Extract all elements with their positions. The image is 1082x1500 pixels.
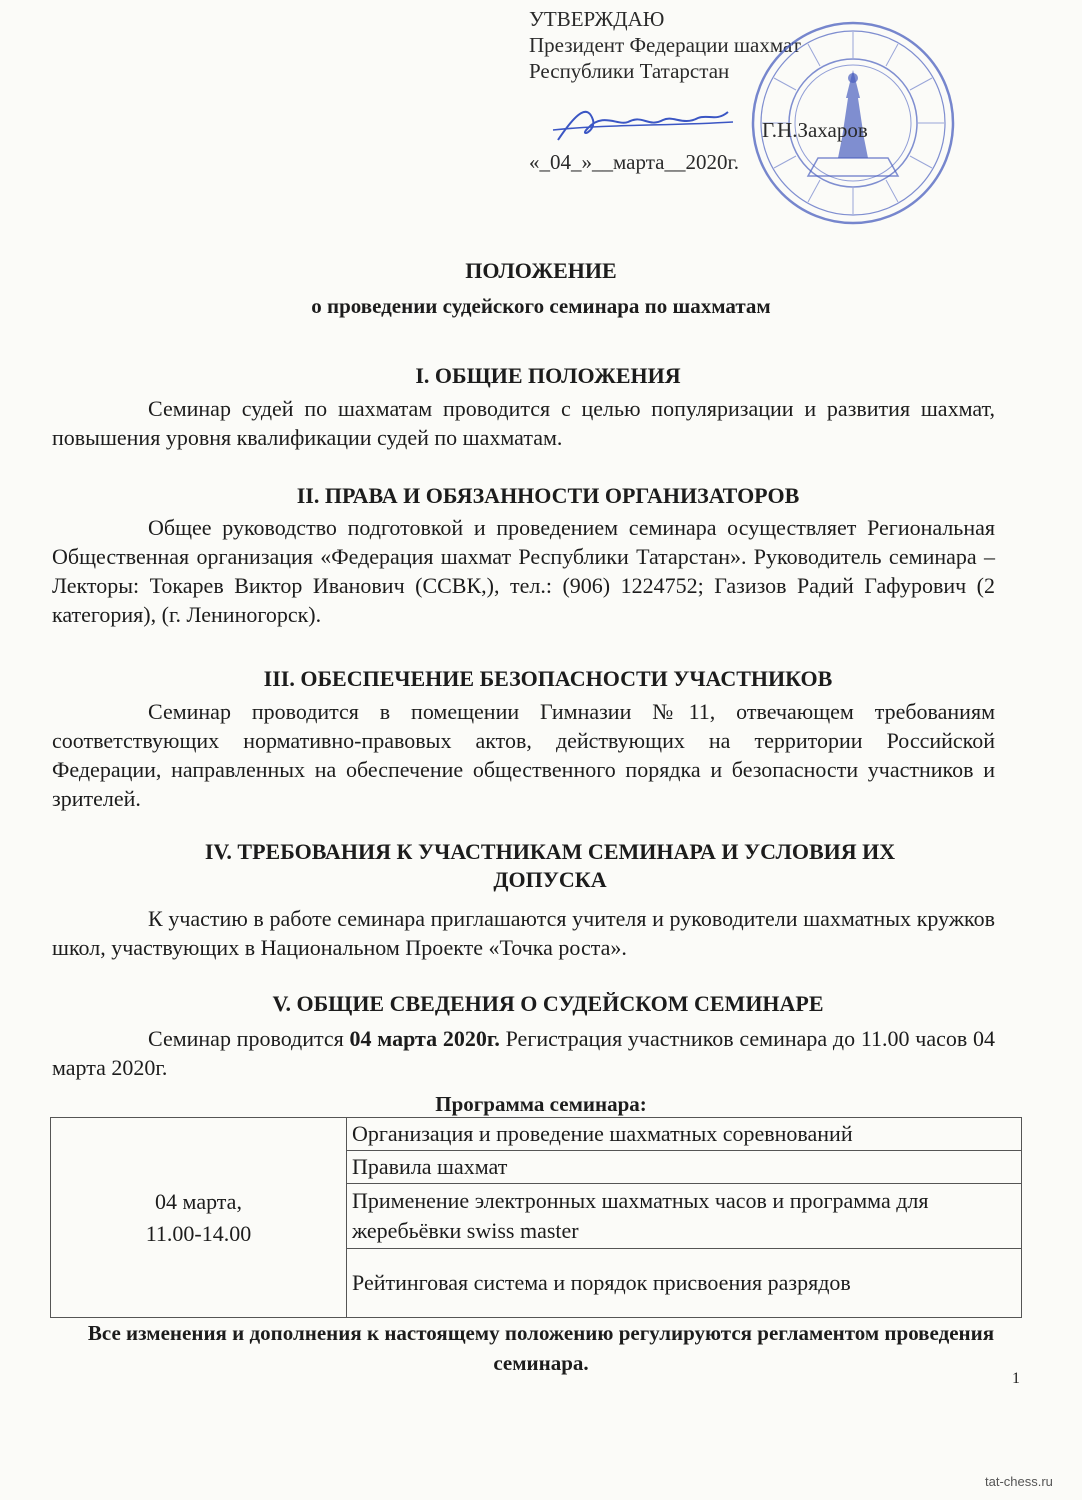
section-4-heading: IV. ТРЕБОВАНИЯ К УЧАСТНИКАМ СЕМИНАРА И УСЛОВИЯ ИХ ДОПУСКА (204, 839, 896, 892)
section-4-text: К участию в работе семинара приглашаются учителя и руководители шахматных кружков школ, участвующих в Национальном Проекте «Точка роста». (52, 906, 995, 960)
approval-position: Президент Федерации шахмат (529, 33, 801, 57)
signer-name: Г.Н.Захаров (762, 118, 868, 142)
program-date: 04 марта, (155, 1188, 242, 1214)
section-2-text: Общее руководство подготовкой и проведением семинара осуществляет Региональная Общественная организация «Федерация шахмат Республики Татарстан». Руководитель семинара – Лекторы: Токарев Виктор Иванович (ССВК,), тел.: (906) 1224752; Газизов Радий Гафурович (2 категория), (г. Лениногорск). (52, 515, 995, 627)
approval-organization: Республики Татарстан (529, 59, 730, 83)
section-2-heading: II. ПРАВА И ОБЯЗАННОСТИ ОРГАНИЗАТОРОВ (296, 483, 800, 508)
approval-date: «_04_»__марта__2020г. (529, 150, 739, 174)
section-3-text: Семинар проводится в помещении Гимназии №11, отвечающем требованиям соответствующих нормативно-правовых актов, действующих на территории Российской Федерации, направленных на обеспечение общественного порядка и безопасности участников и зрителей. (52, 699, 995, 811)
page-number: 1 (1012, 1370, 1020, 1387)
section-3-heading: III. ОБЕСПЕЧЕНИЕ БЕЗОПАСНОСТИ УЧАСТНИКОВ (263, 666, 833, 691)
document-subtitle: о проведении судейского семинара по шахматам (311, 294, 771, 318)
program-title: Программа семинара: (435, 1092, 647, 1116)
seminar-date: 04 марта 2020г. (349, 1026, 500, 1051)
program-date-cell (51, 1118, 347, 1318)
section-5-text-b: Регистрация участников семинара до 11.00 часов 04 марта 2020г. (52, 1026, 995, 1080)
program-table (50, 1117, 1022, 1318)
section-5-text (52, 1024, 995, 1082)
program-item: Рейтинговая система и порядок присвоения разрядов (347, 1249, 1022, 1318)
document-title: ПОЛОЖЕНИЕ (465, 258, 617, 283)
signature (548, 100, 738, 150)
program-time: 11.00-14.00 (145, 1220, 252, 1246)
approval-heading: УТВЕРЖДАЮ (529, 7, 665, 31)
section-5-text-a: Семинар проводится (148, 1026, 350, 1051)
watermark: tat-chess.ru (985, 1474, 1053, 1489)
table-row (51, 1118, 1022, 1151)
footer-note: Все изменения и дополнения к настоящему положению регулируются регламентом проведения семинара. (87, 1321, 995, 1375)
program-item: Применение электронных шахматных часов и программа для жеребьёвки swiss master (347, 1184, 1022, 1249)
section-5-heading: V. ОБЩИЕ СВЕДЕНИЯ О СУДЕЙСКОМ СЕМИНАРЕ (272, 991, 824, 1016)
section-1-heading: I. ОБЩИЕ ПОЛОЖЕНИЯ (415, 363, 681, 388)
program-item: Правила шахмат (347, 1151, 1022, 1184)
program-item: Организация и проведение шахматных соревнований (347, 1118, 1022, 1151)
section-1-text: Семинар судей по шахматам проводится с целью популяризации и развития шахмат, повышения уровня квалификации судей по шахматам. (52, 396, 995, 450)
